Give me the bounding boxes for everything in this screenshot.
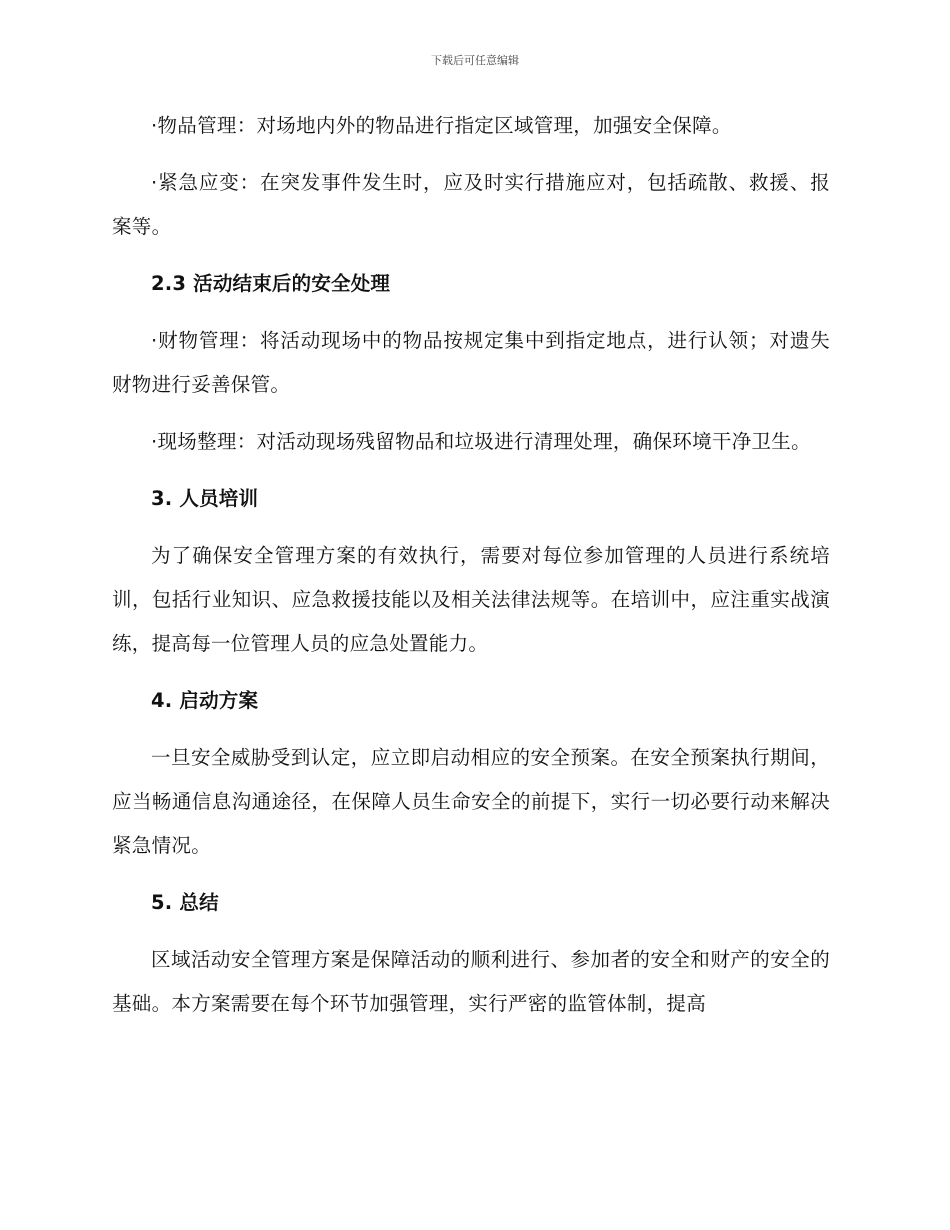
paragraph-site-cleanup: ·现场整理：对活动现场残留物品和垃圾进行清理处理，确保环境干净卫生。 — [151, 430, 811, 453]
section-heading-2-3: 2.3 活动结束后的安全处理 — [151, 272, 391, 295]
paragraph-item-management: ·物品管理：对场地内外的物品进行指定区域管理，加强安全保障。 — [151, 114, 732, 137]
paragraph-emergency-response: ·紧急应变：在突发事件发生时，应及时实行措施应对，包括疏散、救援、报案等。 — [112, 171, 830, 238]
section-heading-4: 4. 启动方案 — [151, 689, 259, 712]
section-heading-5: 5. 总结 — [151, 891, 219, 914]
paragraph-property-management: ·财物管理：将活动现场中的物品按规定集中到指定地点，进行认领；对遗失财物进行妥善保管。 — [112, 329, 830, 396]
paragraph-summary: 区域活动安全管理方案是保障活动的顺利进行、参加者的安全和财产的安全的基础。本方案需要在每个环节加强管理，实行严密的监管体制，提高 — [112, 948, 830, 1015]
paragraph-staff-training: 为了确保安全管理方案的有效执行，需要对每位参加管理的人员进行系统培训，包括行业知识、应急救援技能以及相关法律法规等。在培训中，应注重实战演练，提高每一位管理人员的应急处置能力。 — [112, 544, 830, 655]
paragraph-activate-plan: 一旦安全威胁受到认定，应立即启动相应的安全预案。在安全预案执行期间，应当畅通信息沟通途径，在保障人员生命安全的前提下，实行一切必要行动来解决紧急情况。 — [112, 746, 830, 857]
page-header: 下载后可任意编辑 — [431, 54, 519, 67]
document-body — [112, 104, 830, 1026]
section-heading-3: 3. 人员培训 — [151, 487, 259, 510]
